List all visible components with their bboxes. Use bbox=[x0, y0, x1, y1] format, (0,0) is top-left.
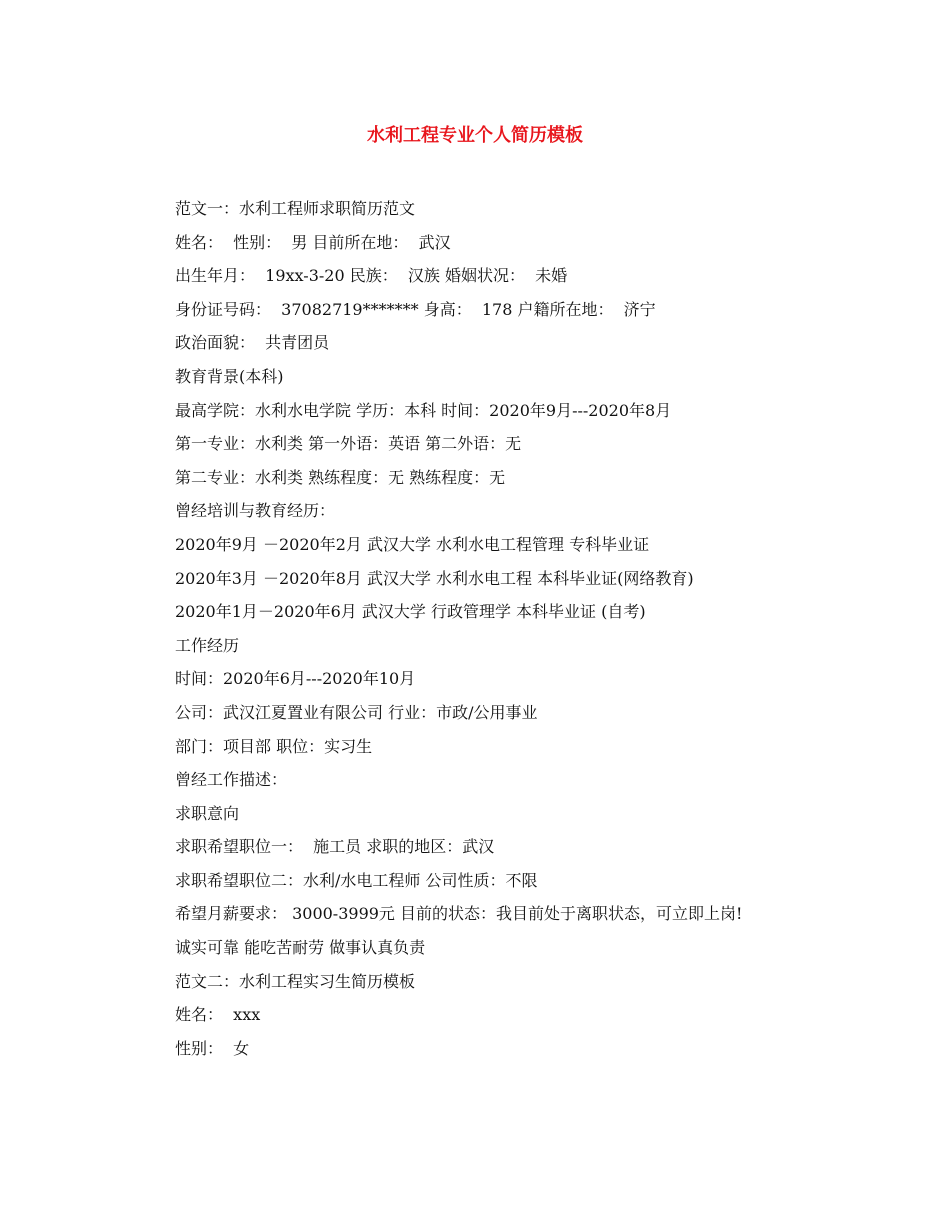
text-line: 公司：武汉江夏置业有限公司 行业：市政/公用事业 bbox=[175, 702, 538, 722]
text-line: 身份证号码： 37082719******* 身高： 178 户籍所在地： 济宁 bbox=[175, 299, 656, 319]
text-line: 出生年月： 19xx-3-20 民族： 汉族 婚姻状况： 未婚 bbox=[175, 266, 568, 286]
text-line: 求职希望职位二：水利/水电工程师 公司性质：不限 bbox=[175, 870, 538, 890]
text-line: 2020年3月 －2020年8月 武汉大学 水利水电工程 本科毕业证(网络教育) bbox=[175, 568, 694, 588]
text-line: 姓名： 性别： 男 目前所在地： 武汉 bbox=[175, 232, 451, 252]
text-line: 性别： 女 bbox=[175, 1038, 250, 1058]
document-body bbox=[141, 192, 821, 1065]
text-line: 2020年1月－2020年6月 武汉大学 行政管理学 本科毕业证 (自考) bbox=[175, 602, 646, 622]
document-title: 水利工程专业个人简历模板 bbox=[367, 125, 583, 146]
text-line: 姓名： xxx bbox=[175, 1005, 261, 1025]
text-line: 范文一：水利工程师求职简历范文 bbox=[175, 199, 416, 218]
text-line: 希望月薪要求： 3000-3999元 目前的状态：我目前处于离职状态，可立即上岗! bbox=[175, 904, 743, 924]
text-line: 诚实可靠 能吃苦耐劳 做事认真负责 bbox=[175, 938, 426, 958]
text-line: 求职意向 bbox=[175, 803, 240, 823]
text-line: 求职希望职位一： 施工员 求职的地区：武汉 bbox=[175, 837, 495, 857]
text-line: 工作经历 bbox=[175, 635, 240, 655]
text-line: 部门：项目部 职位：实习生 bbox=[175, 736, 373, 756]
text-line: 曾经培训与教育经历： bbox=[175, 501, 336, 521]
text-line: 第二专业：水利类 熟练程度：无 熟练程度：无 bbox=[175, 467, 506, 487]
text-line: 政治面貌： 共青团员 bbox=[175, 333, 330, 353]
text-line: 范文二：水利工程实习生简历模板 bbox=[175, 971, 416, 991]
text-line: 曾经工作描述： bbox=[175, 770, 288, 790]
text-line: 2020年9月 －2020年2月 武汉大学 水利水电工程管理 专科毕业证 bbox=[175, 534, 650, 554]
text-line: 第一专业：水利类 第一外语：英语 第二外语：无 bbox=[175, 434, 522, 454]
text-line: 最高学院：水利水电学院 学历：本科 时间：2020年9月---2020年8月 bbox=[175, 400, 672, 420]
text-line: 时间：2020年6月---2020年10月 bbox=[175, 669, 416, 689]
text-line: 教育背景(本科) bbox=[175, 366, 284, 386]
